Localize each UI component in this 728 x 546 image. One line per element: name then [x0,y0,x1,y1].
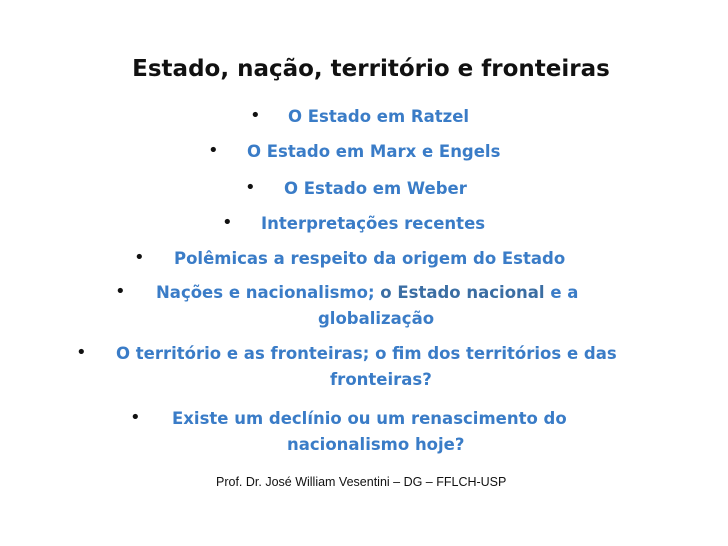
bullet-item-nacoes-part-b: o Estado nacional [374,283,545,302]
slide-title: Estado, nação, território e fronteiras [132,56,610,82]
bullet-dot: • [115,281,126,302]
bullet-dot: • [208,140,219,161]
footer-author: Prof. Dr. José William Vesentini – DG – FFLCH-USP [216,475,507,489]
bullet-dot: • [222,212,233,233]
bullet-item-nacoes-part-c: e a [544,283,579,302]
bullet-item-nacoes-line2: globalização [318,309,435,328]
bullet-dot: • [250,105,261,126]
bullet-item-nacoes [156,280,578,306]
bullet-item-weber: O Estado em Weber [284,179,467,198]
bullet-dot: • [76,342,87,363]
bullet-item-polemicas: Polêmicas a respeito da origem do Estado [174,249,566,268]
bullet-dot: • [134,247,145,268]
bullet-item-nacoes-part-a: Nações e nacionalismo; [156,283,375,302]
bullet-item-territorio: O território e as fronteiras; o fim dos territórios e das [116,344,617,363]
bullet-item-territorio-line2: fronteiras? [330,370,432,389]
bullet-item-marx-engels: O Estado em Marx e Engels [247,142,501,161]
bullet-item-interpretacoes: Interpretações recentes [261,214,486,233]
bullet-dot: • [130,407,141,428]
bullet-dot: • [245,177,256,198]
bullet-item-declinio-line2: nacionalismo hoje? [287,435,465,454]
bullet-item-declinio: Existe um declínio ou um renascimento do [172,409,567,428]
bullet-item-ratzel: O Estado em Ratzel [288,107,470,126]
